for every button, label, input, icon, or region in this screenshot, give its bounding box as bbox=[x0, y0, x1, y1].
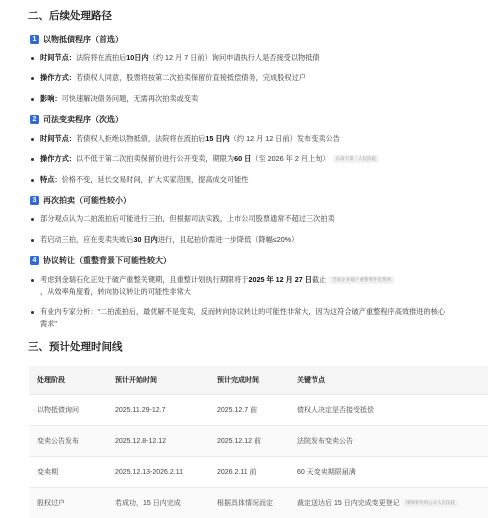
table-cell: 2025.12.7 前 bbox=[209, 395, 289, 426]
table-cell: 法院发布变卖公告 bbox=[289, 426, 488, 457]
table-row bbox=[29, 395, 488, 426]
label: 特点： bbox=[40, 175, 62, 184]
bullet-dot bbox=[31, 98, 34, 101]
text: 法院将在流拍后 bbox=[76, 53, 126, 62]
section-title-timeline: 三、预计处理时间线 bbox=[28, 340, 123, 354]
table-cell: 变卖公告发布 bbox=[29, 426, 107, 457]
option-2-title: 司法变卖程序（次选） bbox=[43, 114, 123, 125]
table-cell: 变卖期 bbox=[29, 457, 107, 488]
table-row bbox=[29, 426, 488, 457]
source-tag[interactable]: 全面企业破产重整事件优秀网 bbox=[329, 276, 394, 284]
option-4-title: 协议转让（重整背景下可能性较大） bbox=[43, 255, 171, 266]
option-3-title: 再次拍卖（可能性较小） bbox=[43, 195, 131, 206]
bullet-dot bbox=[31, 279, 34, 282]
table-cell: 股权过户 bbox=[29, 488, 107, 518]
bold-value: 10日内 bbox=[126, 53, 148, 62]
option-3-bullet-view bbox=[31, 213, 471, 225]
text: 截止 bbox=[312, 275, 326, 284]
option-1-bullet-impact bbox=[31, 93, 471, 105]
option-1-title: 以物抵债程序（首选） bbox=[43, 34, 123, 45]
table-cell bbox=[289, 488, 488, 518]
section-title-processing-paths: 二、后续处理路径 bbox=[28, 9, 112, 23]
table-row bbox=[29, 488, 488, 518]
option-3-heading bbox=[30, 195, 131, 206]
bullet-dot bbox=[31, 77, 34, 80]
label: 操作方式： bbox=[40, 154, 76, 163]
bullet-dot bbox=[31, 57, 34, 60]
table-cell: 若成功，15 日内完成 bbox=[107, 488, 209, 518]
text: ，从效率角度看，转向协议转让的可能性非常大 bbox=[40, 287, 191, 296]
document-page bbox=[0, 0, 500, 8]
option-4-heading bbox=[30, 255, 171, 266]
column-header-key-node: 关键节点 bbox=[289, 366, 488, 395]
option-2-heading bbox=[30, 114, 123, 125]
table-cell: 2025.12.13-2026.2.11 bbox=[107, 457, 209, 488]
text: （约 12 月 12 日前）发布变卖公告 bbox=[230, 134, 340, 143]
bullet-dot bbox=[31, 218, 34, 221]
bullet-dot bbox=[31, 138, 34, 141]
text: 考虑到金瑞石化正处于破产重整关键期，且重整计划执行期限将于 bbox=[40, 275, 248, 284]
text: （约 12 月 7 日前）询问申请执行人是否接受以物抵债 bbox=[149, 53, 320, 62]
column-header-start: 预计开始时间 bbox=[107, 366, 209, 395]
bold-value: 30 日内 bbox=[133, 235, 157, 244]
bullet-dot bbox=[31, 239, 34, 242]
timeline-table bbox=[29, 366, 488, 518]
option-3-bullet-condition bbox=[31, 234, 471, 246]
label: 操作方式： bbox=[40, 73, 76, 82]
table-cell: 2025.12.12 前 bbox=[209, 426, 289, 457]
label: 时间节点： bbox=[40, 134, 76, 143]
table-cell: 2025.11.29-12.7 bbox=[107, 395, 209, 426]
table-cell: 以物抵债询问 bbox=[29, 395, 107, 426]
table-cell: 60 天变卖期限届满 bbox=[289, 457, 488, 488]
option-2-bullet-timing bbox=[31, 133, 471, 145]
option-4-number-badge: 4 bbox=[30, 256, 39, 265]
option-2-bullet-method bbox=[31, 153, 471, 165]
text: 价格不变，延长交易时间，扩大买家范围，提高成交可能性 bbox=[62, 175, 249, 184]
option-4-bullet-expert bbox=[31, 306, 451, 330]
text: 有业内专家分析："二拍流拍后，最优解不是变卖，反而转向协议转让的可能性非常大，因为这符合破产重整程序高效推进的核心需求" bbox=[31, 306, 451, 330]
text: 进行，且起拍价需进一步降低（降幅≤20%） bbox=[158, 235, 299, 244]
table-cell: 债权人决定是否接受抵偿 bbox=[289, 395, 488, 426]
option-1-number-badge: 1 bbox=[30, 35, 39, 44]
table-header-row bbox=[29, 366, 488, 395]
table-cell: 2026.2.11 前 bbox=[209, 457, 289, 488]
text: 可快速解决债务问题，无需再次拍卖或变卖 bbox=[62, 94, 199, 103]
text: 若债权人同意，股票将按第二次拍卖保留价直接抵偿债务，完成股权过户 bbox=[76, 73, 306, 82]
column-header-stage: 处理阶段 bbox=[29, 366, 107, 395]
table-row bbox=[29, 457, 488, 488]
source-tag[interactable]: 东南卡第一人民法院 bbox=[333, 155, 380, 163]
label: 时间节点： bbox=[40, 53, 76, 62]
option-1-bullet-method bbox=[31, 72, 471, 84]
bullet-dot bbox=[31, 311, 34, 314]
bold-value: 15 日内 bbox=[205, 134, 229, 143]
table-cell: 2025.12.8-12.12 bbox=[107, 426, 209, 457]
cell-text: 裁定送达后 15 日内完成变更登记 bbox=[297, 500, 400, 507]
option-1-bullet-timing bbox=[31, 52, 471, 64]
text: 部分观点认为二拍流拍后可能进行三拍，但根据司法实践，上市公司股票通常不超过三次拍卖 bbox=[31, 213, 471, 225]
table-cell: 根据具体情况而定 bbox=[209, 488, 289, 518]
label: 影响： bbox=[40, 94, 62, 103]
text: 以不低于第二次拍卖保留价进行公开变卖，期限为 bbox=[76, 154, 234, 163]
text: （至 2026 年 2 月上旬） bbox=[251, 154, 329, 163]
text: 若债权人拒绝以物抵债，法院将在流拍后 bbox=[76, 134, 205, 143]
source-tag[interactable]: 律师事务所公众人民法院 bbox=[403, 499, 459, 507]
bold-value: 60 日 bbox=[234, 154, 251, 163]
option-3-number-badge: 3 bbox=[30, 196, 39, 205]
bullet-dot bbox=[31, 158, 34, 161]
option-4-bullet-context bbox=[31, 274, 471, 298]
text: 若启动三拍，应在变卖失败后 bbox=[40, 235, 133, 244]
column-header-end: 预计完成时间 bbox=[209, 366, 289, 395]
option-2-number-badge: 2 bbox=[30, 115, 39, 124]
bullet-dot bbox=[31, 179, 34, 182]
option-1-heading bbox=[30, 34, 123, 45]
option-2-bullet-feature bbox=[31, 174, 471, 186]
bold-value: 2025 年 12 月 27 日 bbox=[248, 275, 312, 284]
